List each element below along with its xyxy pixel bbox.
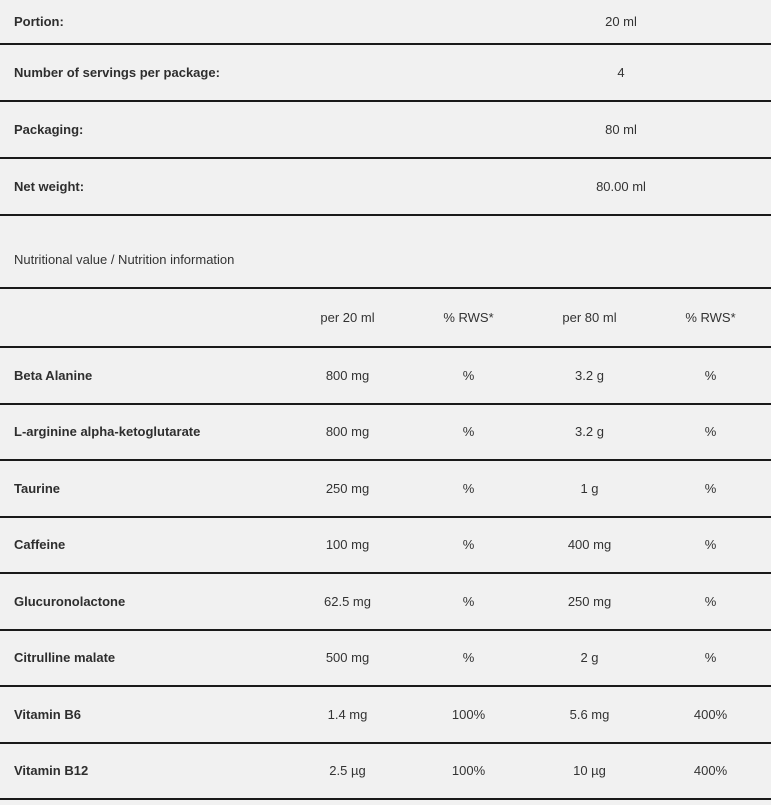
nutrient-name: Vitamin B12 [14,763,89,779]
value-per-20ml: 250 mg [325,480,370,496]
value-rws-20: 100% [451,706,486,722]
header-per-80ml: per 80 ml [562,310,617,325]
table-row [0,574,771,631]
table-row [0,348,771,405]
table-row [0,518,771,575]
value-rws-20: % [462,424,475,440]
value-rws-80: % [704,367,717,383]
table-row [0,631,771,688]
value-rws-20: % [462,537,475,553]
table-row [0,744,771,801]
info-value: 80 ml [605,122,637,137]
nutrition-section-title: Nutritional value / Nutrition information [0,216,771,289]
header-per-20ml: per 20 ml [320,310,375,325]
info-row-net-weight [0,159,771,216]
nutrient-name: Beta Alanine [14,367,93,383]
value-rws-20: 100% [451,763,486,779]
value-per-20ml: 500 mg [325,650,370,666]
value-rws-20: % [462,593,475,609]
nutrient-name: Glucuronolactone [14,593,126,609]
value-rws-80: 400% [693,763,728,779]
info-row-portion [0,0,771,45]
value-per-80ml: 5.6 mg [569,706,610,722]
nutrient-name: Taurine [14,480,60,496]
table-row [0,461,771,518]
table-row [0,405,771,462]
nutrition-header-row [0,289,771,348]
value-rws-80: % [704,424,717,440]
value-rws-80: % [704,537,717,553]
info-label: Packaging: [14,122,84,137]
info-label: Portion: [14,14,64,29]
nutrient-name: Caffeine [14,537,66,553]
header-rws-80: % RWS* [685,310,736,325]
value-rws-80: % [704,480,717,496]
nutrient-name: L-arginine alpha-ketoglutarate [14,424,201,440]
value-rws-20: % [462,650,475,666]
info-row-servings [0,45,771,102]
value-rws-80: % [704,593,717,609]
value-per-80ml: 400 mg [567,537,612,553]
value-per-80ml: 250 mg [567,593,612,609]
info-value: 4 [617,65,625,80]
value-per-20ml: 2.5 µg [329,763,366,779]
value-per-80ml: 2 g [580,650,599,666]
header-rws-20: % RWS* [443,310,494,325]
value-per-20ml: 100 mg [325,537,370,553]
value-per-20ml: 1.4 mg [327,706,368,722]
nutrition-table [0,289,771,800]
info-value: 20 ml [605,14,637,29]
value-rws-20: % [462,367,475,383]
product-info-table [0,0,771,216]
value-rws-20: % [462,480,475,496]
value-rws-80: 400% [693,706,728,722]
nutrient-name: Vitamin B6 [14,706,81,722]
value-per-80ml: 10 µg [573,763,606,779]
value-per-20ml: 62.5 mg [324,593,371,609]
value-per-80ml: 1 g [580,480,599,496]
nutrient-name: Citrulline malate [14,650,116,666]
value-per-80ml: 3.2 g [575,367,604,383]
info-value: 80.00 ml [596,179,646,194]
value-rws-80: % [704,650,717,666]
info-row-packaging [0,102,771,159]
value-per-20ml: 800 mg [325,367,370,383]
table-row [0,687,771,744]
value-per-20ml: 800 mg [325,424,370,440]
info-label: Net weight: [14,179,85,194]
value-per-80ml: 3.2 g [575,424,604,440]
info-label: Number of servings per package: [14,65,220,80]
